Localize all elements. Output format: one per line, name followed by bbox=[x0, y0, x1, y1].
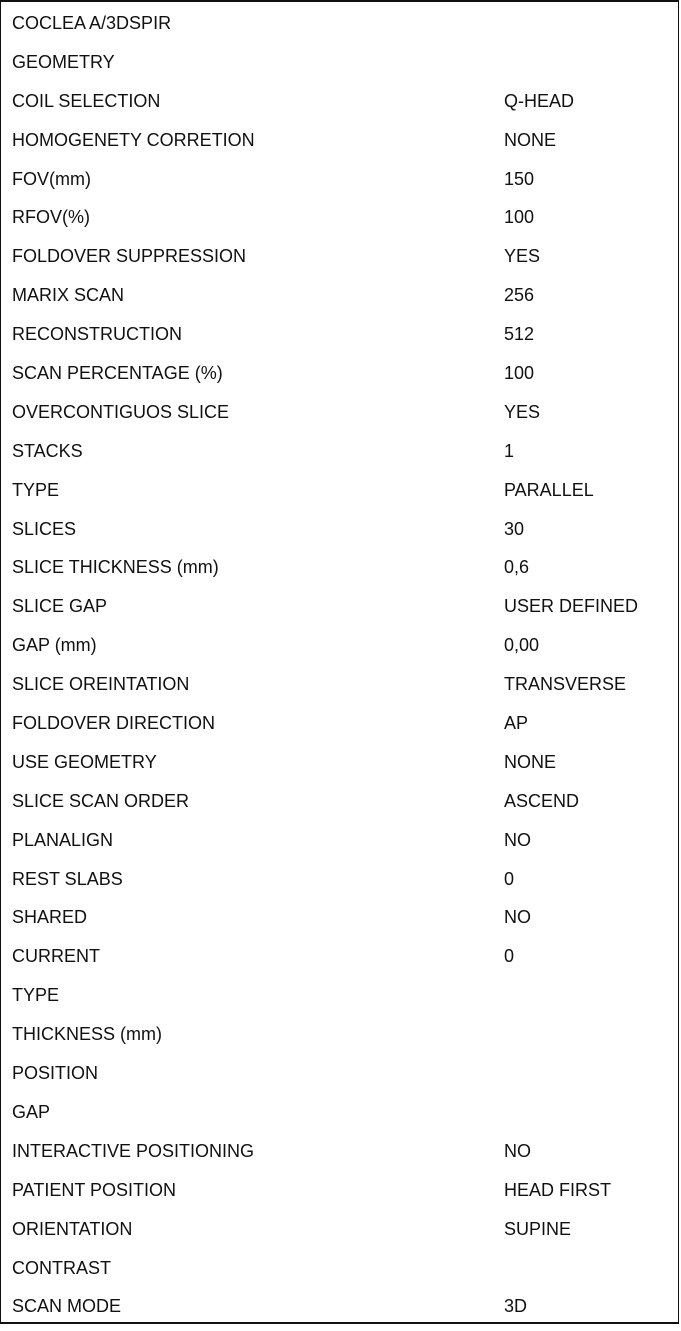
table-row bbox=[1, 860, 678, 899]
table-row bbox=[1, 315, 678, 354]
table-row bbox=[1, 82, 678, 121]
parameter-value: 150 bbox=[504, 168, 535, 189]
parameter-name: HOMOGENETY CORRETION bbox=[12, 129, 255, 150]
table-row bbox=[1, 821, 678, 860]
parameter-name: CURRENT bbox=[12, 946, 100, 967]
parameter-value: 100 bbox=[504, 207, 535, 228]
parameter-value: 0,6 bbox=[504, 557, 530, 578]
parameter-value: ASCEND bbox=[504, 790, 580, 811]
parameter-name: PLANALIGN bbox=[12, 829, 114, 850]
table-row bbox=[1, 276, 678, 315]
parameter-name: GAP (mm) bbox=[12, 635, 97, 656]
table-row bbox=[1, 237, 678, 276]
parameter-value: 100 bbox=[504, 363, 535, 384]
parameter-name: GEOMETRY bbox=[12, 51, 115, 72]
parameter-value: NONE bbox=[504, 129, 557, 150]
parameter-name: FOLDOVER DIRECTION bbox=[12, 713, 216, 734]
table-row bbox=[1, 1287, 678, 1326]
parameter-name: FOLDOVER SUPPRESSION bbox=[12, 246, 247, 267]
parameter-name: RECONSTRUCTION bbox=[12, 324, 182, 345]
table-row bbox=[1, 121, 678, 160]
parameter-value: NONE bbox=[504, 751, 557, 772]
parameter-value: TRANSVERSE bbox=[504, 674, 627, 695]
table-row bbox=[1, 548, 678, 587]
parameter-name: FOV(mm) bbox=[12, 168, 91, 189]
parameter-name: TYPE bbox=[12, 985, 60, 1006]
parameter-value: NO bbox=[504, 1140, 531, 1161]
parameter-rows bbox=[1, 4, 678, 1326]
parameter-name: COCLEA A/3DSPIR bbox=[12, 13, 172, 33]
parameter-value: YES bbox=[504, 246, 541, 267]
table-row bbox=[1, 43, 678, 82]
table-row bbox=[1, 1249, 678, 1288]
table-row bbox=[1, 665, 678, 704]
table-row bbox=[1, 510, 678, 549]
parameter-name: REST SLABS bbox=[12, 868, 123, 889]
table-row bbox=[1, 587, 678, 626]
parameter-name: MARIX SCAN bbox=[12, 285, 125, 306]
table-row bbox=[1, 1210, 678, 1249]
parameter-value: 0,00 bbox=[504, 635, 540, 656]
table-row bbox=[1, 471, 678, 510]
table-row bbox=[1, 626, 678, 665]
parameter-value: 0 bbox=[504, 868, 515, 889]
table-row bbox=[1, 704, 678, 743]
table-row bbox=[1, 898, 678, 937]
parameter-name: ORIENTATION bbox=[12, 1218, 133, 1239]
table-row bbox=[1, 937, 678, 976]
parameter-name: RFOV(%) bbox=[12, 207, 90, 228]
table-row bbox=[1, 198, 678, 237]
parameter-name: SCAN PERCENTAGE (%) bbox=[12, 363, 223, 384]
parameter-value: USER DEFINED bbox=[504, 596, 639, 617]
parameter-value: AP bbox=[504, 713, 529, 734]
parameter-value: NO bbox=[504, 907, 531, 928]
parameter-name: OVERCONTIGUOS SLICE bbox=[12, 401, 230, 422]
parameter-name: INTERACTIVE POSITIONING bbox=[12, 1140, 255, 1161]
parameter-value: NO bbox=[504, 829, 531, 850]
parameter-value: 1 bbox=[504, 440, 515, 461]
parameter-name: TYPE bbox=[12, 479, 60, 500]
parameter-name: THICKNESS (mm) bbox=[12, 1024, 162, 1045]
parameter-name: COIL SELECTION bbox=[12, 90, 161, 111]
parameter-name: SHARED bbox=[12, 907, 88, 928]
parameter-name: GAP bbox=[12, 1101, 51, 1122]
parameter-value: 3D bbox=[504, 1296, 528, 1317]
parameter-name: SLICE OREINTATION bbox=[12, 674, 190, 695]
parameter-value: YES bbox=[504, 401, 541, 422]
table-row bbox=[1, 976, 678, 1015]
parameter-name: CONTRAST bbox=[12, 1257, 111, 1278]
table-row bbox=[1, 160, 678, 199]
parameter-value: SUPINE bbox=[504, 1218, 572, 1239]
parameter-value: 256 bbox=[504, 285, 535, 306]
table-row bbox=[1, 1171, 678, 1210]
table-row bbox=[1, 393, 678, 432]
parameter-value: HEAD FIRST bbox=[504, 1179, 612, 1200]
table-row bbox=[1, 1132, 678, 1171]
table-row bbox=[1, 4, 678, 43]
parameter-value: 512 bbox=[504, 324, 535, 345]
parameter-name: STACKS bbox=[12, 440, 83, 461]
parameter-name: SLICE GAP bbox=[12, 596, 108, 617]
parameter-name: SLICE SCAN ORDER bbox=[12, 790, 190, 811]
table-row bbox=[1, 743, 678, 782]
parameter-name: SCAN MODE bbox=[12, 1296, 122, 1317]
table-row bbox=[1, 1054, 678, 1093]
parameter-value: PARALLEL bbox=[504, 479, 594, 500]
table-row bbox=[1, 432, 678, 471]
parameter-name: USE GEOMETRY bbox=[12, 751, 157, 772]
table-row bbox=[1, 1093, 678, 1132]
parameter-name: POSITION bbox=[12, 1063, 99, 1084]
table-row bbox=[1, 354, 678, 393]
parameter-name: SLICE THICKNESS (mm) bbox=[12, 557, 219, 578]
parameter-value: 30 bbox=[504, 518, 525, 539]
parameter-name: PATIENT POSITION bbox=[12, 1179, 177, 1200]
parameter-value: Q-HEAD bbox=[504, 90, 575, 111]
parameter-value: 0 bbox=[504, 946, 515, 967]
table-row bbox=[1, 782, 678, 821]
table-row bbox=[1, 1015, 678, 1054]
parameter-name: SLICES bbox=[12, 518, 77, 539]
